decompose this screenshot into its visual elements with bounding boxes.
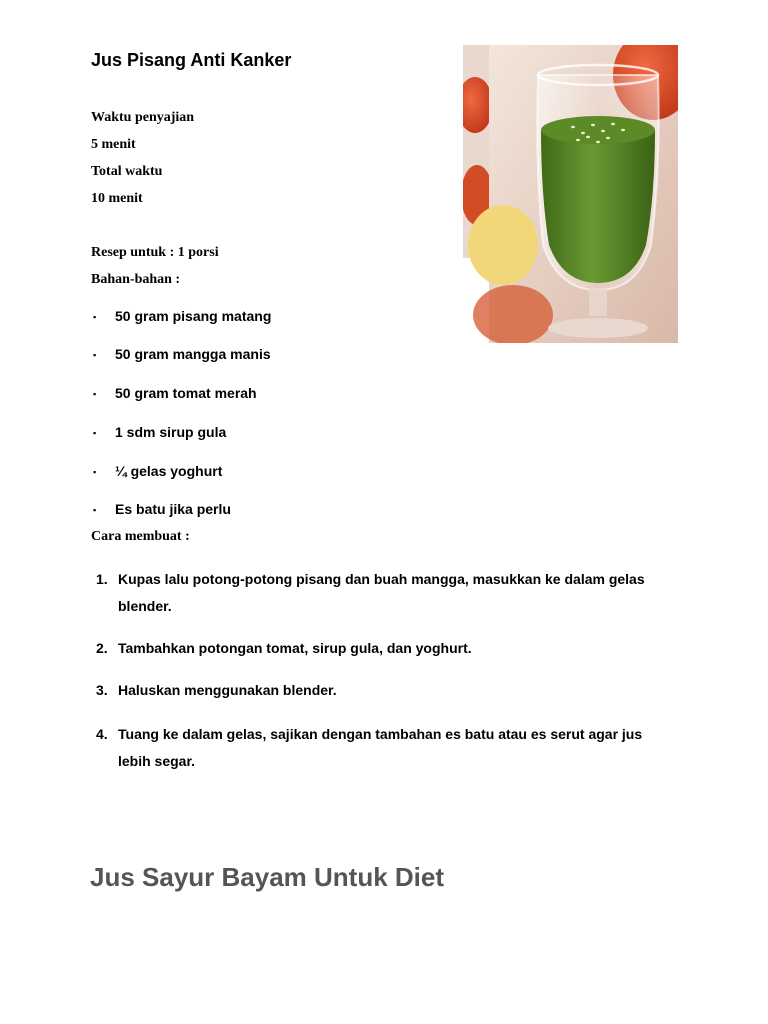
ingredient-item [93, 501, 231, 517]
juice-photo [463, 45, 678, 343]
recipe-title: Jus Pisang Anti Kanker [91, 50, 292, 70]
ingredient-item [93, 385, 257, 401]
method-step [96, 721, 676, 775]
ingredient-text: 1 sdm sirup gula [115, 424, 227, 440]
method-step [96, 677, 676, 704]
ingredient-text: ¼ gelas yoghurt [115, 463, 223, 479]
bullet-icon: ▪ [93, 467, 97, 478]
ingredient-item [93, 424, 226, 440]
ingredient-item [93, 346, 271, 362]
bullet-icon: ▪ [93, 389, 97, 400]
glass-base [548, 318, 648, 338]
step-text: Haluskan menggunakan blender. [118, 682, 337, 698]
step-text: Tuang ke dalam gelas, sajikan dengan tambahan es batu atau es serut agar jus lebih segar. [118, 726, 643, 769]
method-step [96, 635, 676, 662]
bullet-icon: ▪ [93, 428, 97, 439]
total-time-value: 10 menit [91, 191, 143, 206]
step-number: 4. [96, 726, 108, 742]
prep-time-label: Waktu penyajian [91, 110, 195, 125]
ingredient-item [93, 308, 271, 324]
bullet-icon: ▪ [93, 505, 97, 516]
bullet-icon: ▪ [93, 350, 97, 361]
method-step [96, 566, 676, 620]
prep-time-value: 5 menit [91, 137, 136, 152]
step-number: 3. [96, 682, 108, 698]
total-time-label: Total waktu [91, 164, 163, 179]
ingredient-text: Es batu jika perlu [115, 501, 231, 517]
juice-surface [541, 116, 655, 144]
bullet-icon: ▪ [93, 312, 97, 323]
ingredients-heading: Bahan-bahan : [91, 272, 181, 287]
step-number: 2. [96, 640, 108, 656]
ingredient-text: 50 gram tomat merah [115, 385, 257, 401]
step-text: Kupas lalu potong-potong pisang dan buah mangga, masukkan ke dalam gelas blender. [118, 571, 645, 614]
glass-stem [589, 288, 607, 316]
tomato-icon [473, 285, 553, 343]
serving-info: Resep untuk : 1 porsi [91, 245, 219, 260]
ingredient-text: 50 gram pisang matang [115, 308, 272, 324]
ingredient-text: 50 gram mangga manis [115, 346, 271, 362]
juice-icon [541, 123, 655, 284]
ingredient-item [93, 463, 222, 479]
step-text: Tambahkan potongan tomat, sirup gula, dan yoghurt. [118, 640, 472, 656]
pineapple-icon [468, 205, 538, 285]
next-section-title: Jus Sayur Bayam Untuk Diet [90, 862, 445, 892]
step-number: 1. [96, 571, 108, 587]
method-heading: Cara membuat : [91, 529, 190, 544]
